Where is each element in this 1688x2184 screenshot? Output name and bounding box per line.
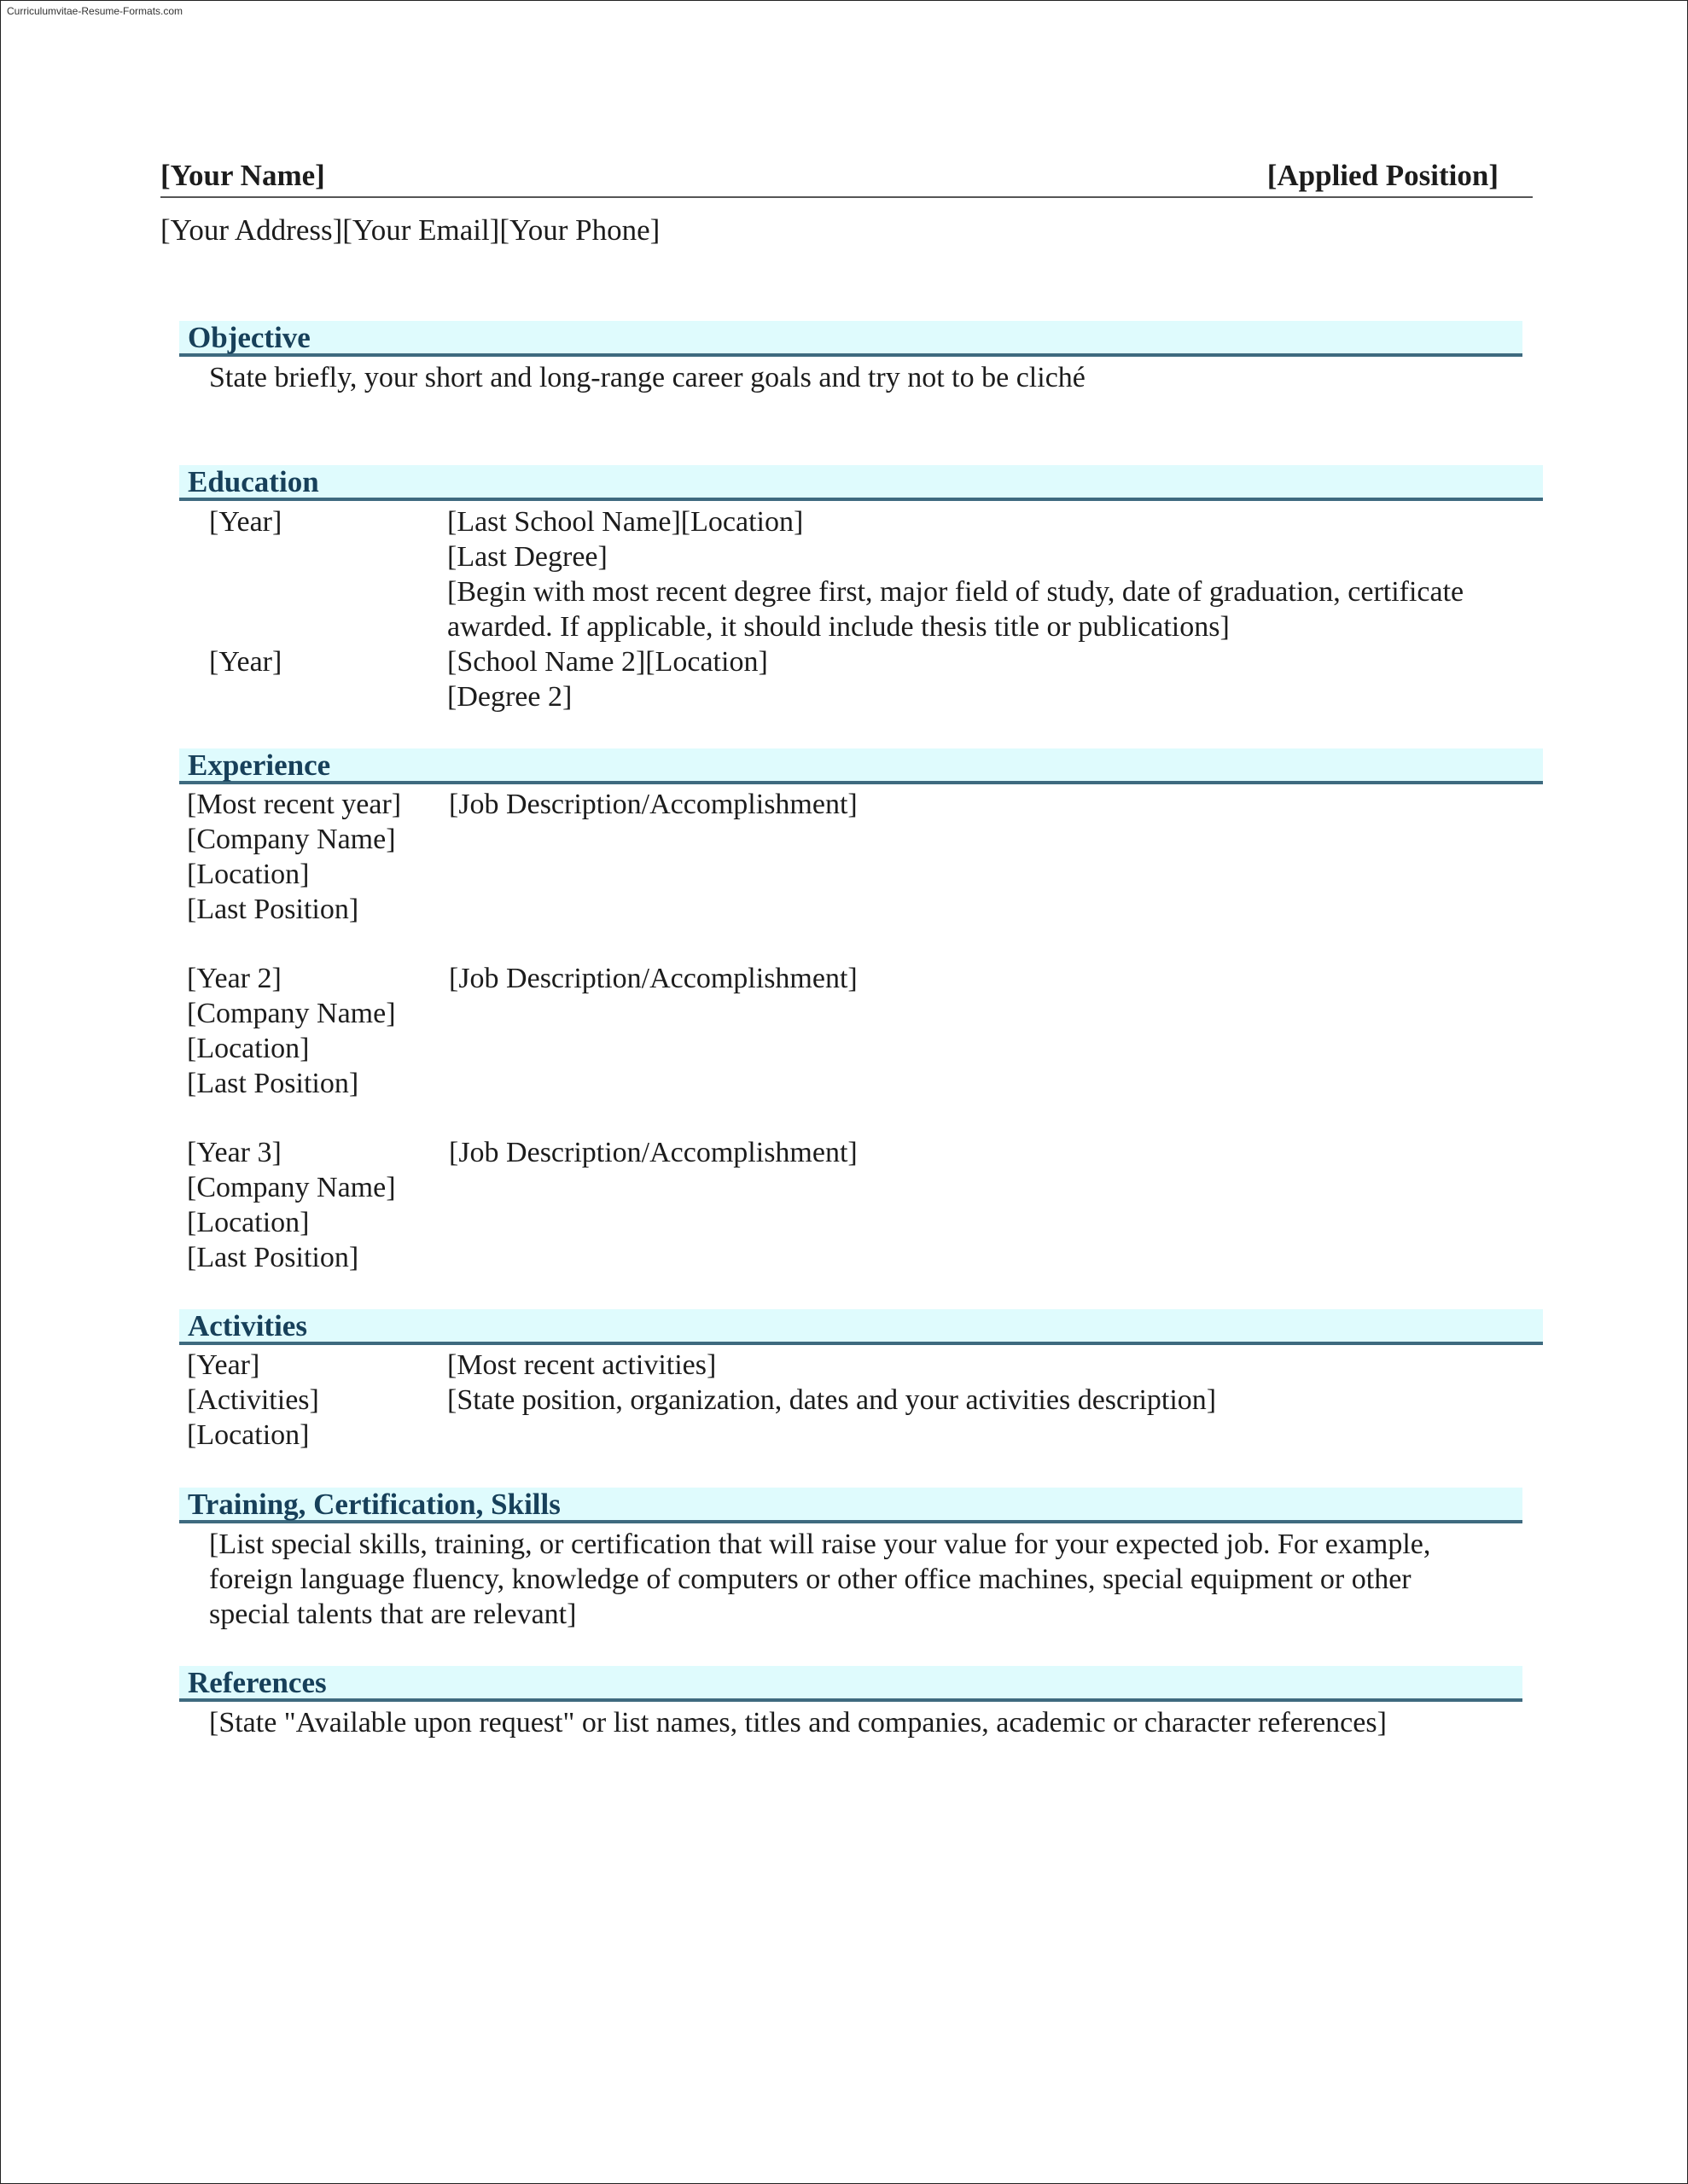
education-header <box>179 465 1543 501</box>
experience-description: [Job Description/Accomplishment] <box>449 963 858 994</box>
education-year-2: [Year] <box>209 646 282 678</box>
education-line: [School Name 2][Location] <box>447 646 768 678</box>
training-title: Training, Certification, Skills <box>188 1488 561 1521</box>
experience-company: [Company Name] <box>187 998 396 1029</box>
experience-position: [Last Position] <box>187 1242 359 1273</box>
references-header <box>179 1666 1522 1702</box>
experience-year: [Year 2] <box>187 963 282 994</box>
source-watermark: Curriculumvitae-Resume-Formats.com <box>7 5 183 17</box>
references-title: References <box>188 1666 327 1699</box>
experience-title: Experience <box>188 748 331 782</box>
activities-name: [Activities] <box>187 1384 319 1416</box>
applied-position: [Applied Position] <box>1266 159 1499 192</box>
objective-header <box>179 321 1522 357</box>
activities-recent: [Most recent activities] <box>447 1349 717 1381</box>
education-line: awarded. If applicable, it should include thesis title or publications] <box>447 611 1230 643</box>
education-title: Education <box>188 465 319 498</box>
header-rule <box>160 159 1533 198</box>
experience-year: [Year 3] <box>187 1137 282 1168</box>
experience-description: [Job Description/Accomplishment] <box>449 1137 858 1168</box>
experience-year: [Most recent year] <box>187 789 402 820</box>
activities-description: [State position, organization, dates and your activities description] <box>447 1384 1217 1416</box>
education-year-1: [Year] <box>209 506 282 538</box>
objective-title: Objective <box>188 321 311 354</box>
experience-company: [Company Name] <box>187 1172 396 1203</box>
experience-position: [Last Position] <box>187 894 359 925</box>
references-text: [State "Available upon request" or list names, titles and companies, academic or character references] <box>209 1707 1387 1738</box>
activities-header <box>179 1309 1543 1345</box>
training-line: [List special skills, training, or certification that will raise your value for your expected job. For example, <box>209 1529 1431 1560</box>
education-line: [Last Degree] <box>447 541 608 573</box>
activities-year: [Year] <box>187 1349 260 1381</box>
experience-company: [Company Name] <box>187 824 396 855</box>
training-header <box>179 1488 1522 1523</box>
objective-text: State briefly, your short and long-range career goals and try not to be cliché <box>209 362 1086 393</box>
contact-line: [Your Address][Your Email][Your Phone] <box>160 213 661 247</box>
experience-position: [Last Position] <box>187 1068 359 1099</box>
experience-header <box>179 748 1543 784</box>
training-line: special talents that are relevant] <box>209 1599 577 1630</box>
experience-location: [Location] <box>187 1033 310 1064</box>
activities-title: Activities <box>188 1309 307 1342</box>
experience-description: [Job Description/Accomplishment] <box>449 789 858 820</box>
experience-location: [Location] <box>187 859 310 890</box>
applicant-name: [Your Name] <box>160 159 325 192</box>
training-line: foreign language fluency, knowledge of computers or other office machines, special equipment or other <box>209 1564 1412 1595</box>
education-line: [Begin with most recent degree first, major field of study, date of graduation, certificate <box>447 576 1464 608</box>
experience-location: [Location] <box>187 1207 310 1238</box>
education-line: [Degree 2] <box>447 681 573 713</box>
education-line: [Last School Name][Location] <box>447 506 804 538</box>
activities-location: [Location] <box>187 1419 310 1451</box>
